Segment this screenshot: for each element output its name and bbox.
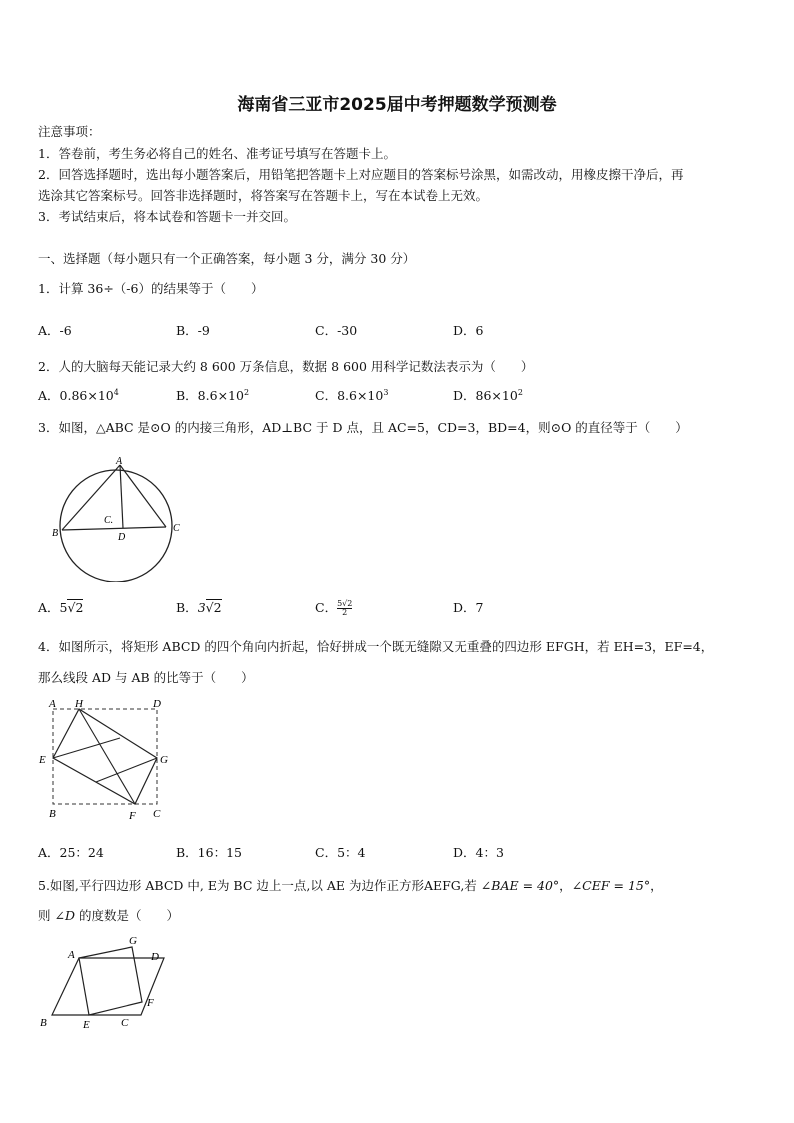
q3-option-b: B．3√2 <box>176 600 222 615</box>
q3-label-d: D <box>118 532 126 543</box>
notice-item-1: 1．答卷前，考生务必将自己的姓名、准考证号填写在答题卡上。 <box>38 146 396 161</box>
q5-stem-line1: 5.如图,平行四边形 ABCD 中, E为 BC 边上一点,以 AE 为边作正方形AEFG,若 ∠BAE = 40°，∠CEF = 15°， <box>38 878 663 893</box>
q1-stem: 1．计算 36÷（-6）的结果等于（ ） <box>38 281 264 296</box>
q2-option-c: C．$8.6\times 10^3$ <box>315 387 389 403</box>
q4-label-b: B <box>49 808 56 820</box>
q5-label-c: C <box>121 1017 129 1029</box>
notice-item-2-cont: 选涂其它答案标号。回答非选择题时，将答案写在答题卡上，写在本试卷上无效。 <box>38 188 489 203</box>
q4-stem-line1: 4．如图所示，将矩形 ABCD 的四个角向内折起，恰好拼成一个既无缝隙又无重叠的四边形 EFGH，若 EH=3，EF=4， <box>38 639 714 654</box>
q1-option-d: D．6 <box>453 323 484 338</box>
q3-label-a: A <box>116 456 123 467</box>
q3-options <box>38 598 638 620</box>
q5-figure-parallelogram-square <box>36 932 166 1032</box>
q4-label-g: G <box>160 754 168 766</box>
q5-stem-line2: 则 ∠D 的度数是（ ） <box>38 908 179 923</box>
q4-stem-line2: 那么线段 AD 与 AB 的比等于（ ） <box>38 670 254 685</box>
q1-options <box>38 321 638 339</box>
q4-option-b: B．16：15 <box>176 845 242 860</box>
notice-item-2: 2．回答选择题时，选出每小题答案后，用铅笔把答题卡上对应题目的答案标号涂黑，如需改动，用橡皮擦干净后，再 <box>38 167 684 182</box>
q4-options <box>38 843 638 861</box>
section-heading: 一、选择题（每小题只有一个正确答案，每小题 3 分，满分 30 分） <box>38 251 416 266</box>
q4-option-c: C．5：4 <box>315 845 366 860</box>
q4-label-e: E <box>39 754 46 766</box>
q4-figure-folded-rectangle <box>36 694 176 826</box>
q4-label-a: A <box>49 698 56 710</box>
q3-label-b: B <box>52 528 59 539</box>
q5-label-b: B <box>40 1017 47 1029</box>
q5-angle-cef: ∠CEF = 15° <box>571 878 651 893</box>
q4-option-a: A．25：24 <box>38 845 104 860</box>
q1-option-a: A．-6 <box>38 323 72 338</box>
q4-label-f: F <box>129 810 136 822</box>
q5-angle-d: ∠D <box>54 908 75 923</box>
notice-heading: 注意事项： <box>38 124 101 139</box>
q1-option-c: C．-30 <box>315 323 358 338</box>
q4-option-d: D．4：3 <box>453 845 504 860</box>
q2-option-b: B．$8.6\times 10^2$ <box>176 387 250 403</box>
q5-label-a: A <box>68 949 75 961</box>
q5-label-f: F <box>147 997 154 1009</box>
q5-label-d: D <box>151 951 159 963</box>
q4-label-d: D <box>153 698 161 710</box>
page-title: 海南省三亚市2025届中考押题数学预测卷 <box>237 95 557 115</box>
notice-item-3: 3．考试结束后，将本试卷和答题卡一并交回。 <box>38 209 296 224</box>
q5-label-e: E <box>83 1019 90 1031</box>
q3-stem: 3．如图，△ABC 是⊙O 的内接三角形，AD⊥BC 于 D 点，且 AC=5，CD=3，BD=4，则⊙O 的直径等于（ ） <box>38 420 688 435</box>
q1-option-b: B．-9 <box>176 323 210 338</box>
q3-label-c: C <box>173 523 180 534</box>
q3-option-d: D．7 <box>453 600 484 615</box>
q3-label-center: C. <box>104 515 114 526</box>
q5-angle-bae: ∠BAE = 40° <box>480 878 560 893</box>
q3-figure-circle-triangle <box>50 452 190 582</box>
q4-label-h: H <box>75 698 83 710</box>
q3-option-c: C． $\frac{5√2}{2}$ <box>315 599 353 617</box>
q4-label-c: C <box>153 808 161 820</box>
q3-option-a: A．5√2 <box>38 600 84 615</box>
q5-label-g: G <box>129 935 137 947</box>
q2-option-d: D．$86\times 10^2$ <box>453 387 523 403</box>
q2-options <box>38 386 638 404</box>
q2-stem: 2．人的大脑每天能记录大约 8 600 万条信息，数据 8 600 用科学记数法表示为（ ） <box>38 359 534 374</box>
q2-option-a: A．$0.86\times 10^4$ <box>38 387 119 403</box>
